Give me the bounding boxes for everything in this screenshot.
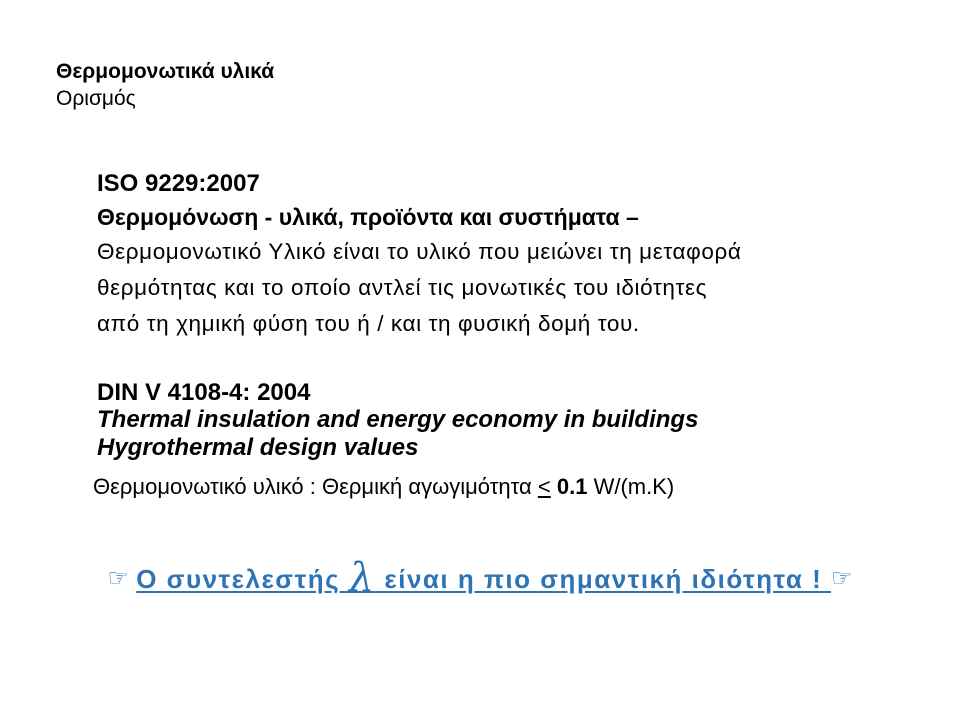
key-message-text-before: Ο συντελεστής [136, 564, 349, 594]
less-or-equal-symbol: < [537, 474, 551, 499]
iso-standard-section [97, 168, 927, 342]
definition-line-1: Θερμομονωτικό Υλικό είναι το υλικό που μειώνει τη μεταφορά [97, 239, 742, 264]
iso-standard-code: ISO 9229:2007 [97, 170, 260, 197]
lambda-symbol: λ [348, 555, 376, 601]
iso-standard-heading: Θερμομόνωση - υλικά, προϊόντα και συστήματα – [97, 204, 639, 230]
key-message-link[interactable] [136, 555, 831, 601]
definition-line-2: θερμότητας και το οποίο αντλεί τις μονωτικές του ιδιότητες [97, 275, 708, 300]
conductivity-criterion [93, 472, 674, 502]
conductivity-prefix: Θερμομονωτικό υλικό : Θερμική αγωγιμότητα [93, 474, 538, 499]
conductivity-unit: W/(m.K) [587, 474, 675, 499]
title-block [56, 58, 274, 112]
page-subtitle: Ορισμός [56, 87, 136, 110]
conductivity-value: 0.1 [556, 474, 588, 499]
key-message-text-after: είναι η πιο σημαντική ιδιότητα ! [375, 564, 831, 594]
din-english-title-line-1: Thermal insulation and energy economy in buildings [97, 406, 699, 433]
din-standard-section [97, 378, 927, 462]
page-title: Θερμομονωτικά υλικά [56, 60, 275, 83]
pointing-hand-icon: ☞ [830, 564, 853, 592]
definition-line-3: από τη χημική φύση του ή / και τη φυσική δομή του. [97, 311, 640, 336]
pointing-hand-icon: ☞ [107, 564, 129, 592]
key-message [0, 555, 960, 601]
din-english-title-line-2: Hygrothermal design values [97, 434, 419, 461]
din-standard-code: DIN V 4108-4: 2004 [97, 379, 311, 406]
